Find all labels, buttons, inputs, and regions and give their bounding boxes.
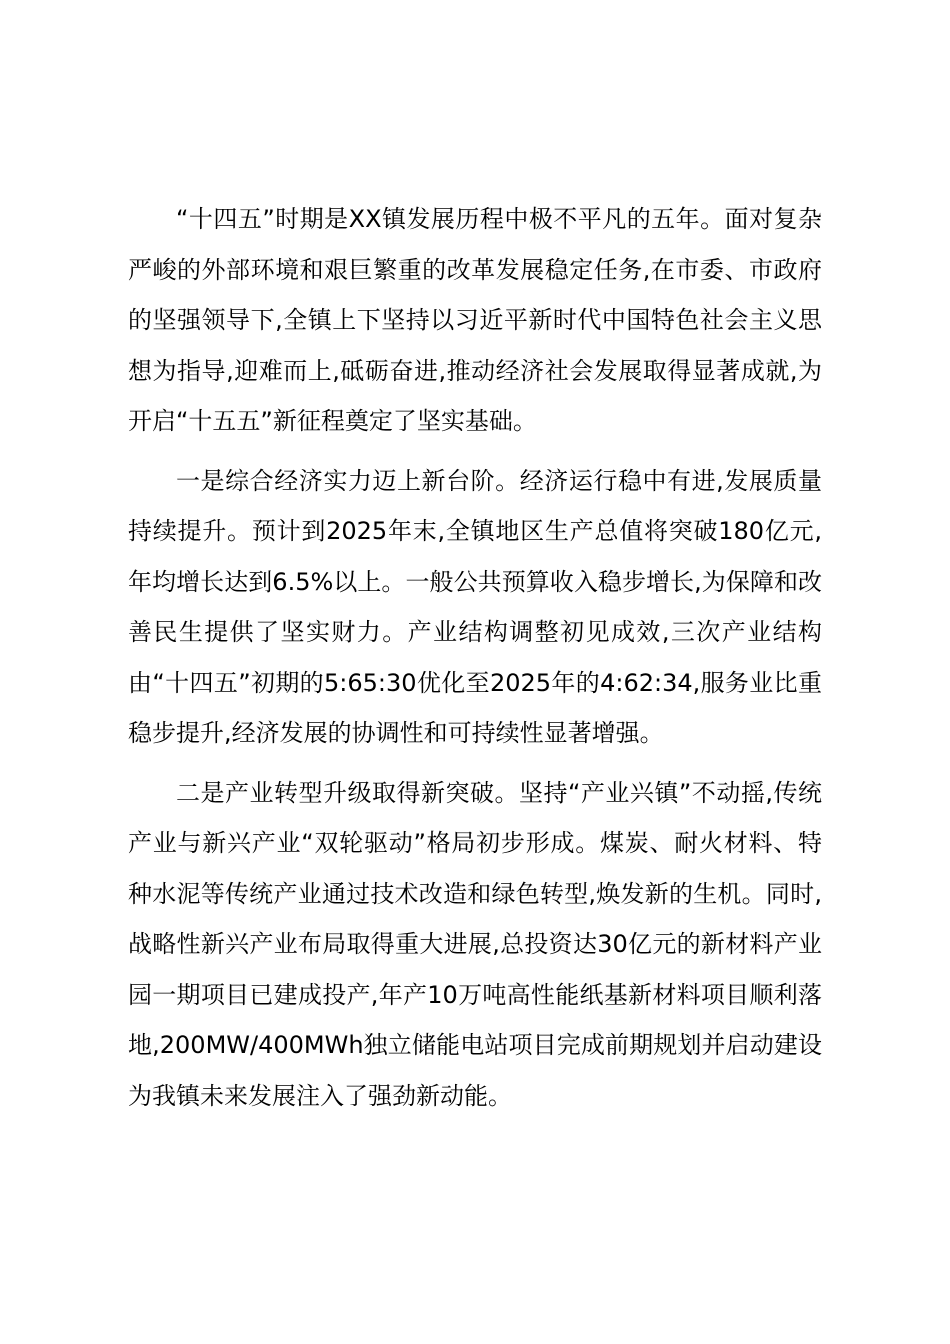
paragraph-intro: “十四五”时期是XX镇发展历程中极不平凡的五年。面对复杂严峻的外部环境和艰巨繁重的改革发展稳定任务,在市委、市政府的坚强领导下,全镇上下坚持以习近平新时代中国特色社会主义思想为指导,迎难而上,砥砺奋进,推动经济社会发展取得显著成就,为开启“十五五”新征程奠定了坚实基础。 (128, 205, 822, 435)
paragraph-industry: 二是产业转型升级取得新突破。坚持“产业兴镇”不动摇,传统产业与新兴产业“双轮驱动”格局初步形成。煤炭、耐火材料、特种水泥等传统产业通过技术改造和绿色转型,焕发新的生机。同时,战略性新兴产业布局取得重大进展,总投资达30亿元的新材料产业园一期项目已建成投产,年产10万吨高性能纸基新材料项目顺利落地,200MW/400MWh独立储能电站项目完成前期规划并启动建设为我镇未来发展注入了强劲新动能。 (128, 778, 822, 1110)
document-body (128, 194, 822, 1130)
paragraph-economy: 一是综合经济实力迈上新台阶。经济运行稳中有进,发展质量持续提升。预计到2025年末,全镇地区生产总值将突破180亿元,年均增长达到6.5%以上。一般公共预算收入稳步增长,为保障和改善民生提供了坚实财力。产业结构调整初见成效,三次产业结构由“十四五”初期的5:65:30优化至2025年的4:62:34,服务业比重稳步提升,经济发展的协调性和可持续性显著增强。 (128, 466, 822, 747)
